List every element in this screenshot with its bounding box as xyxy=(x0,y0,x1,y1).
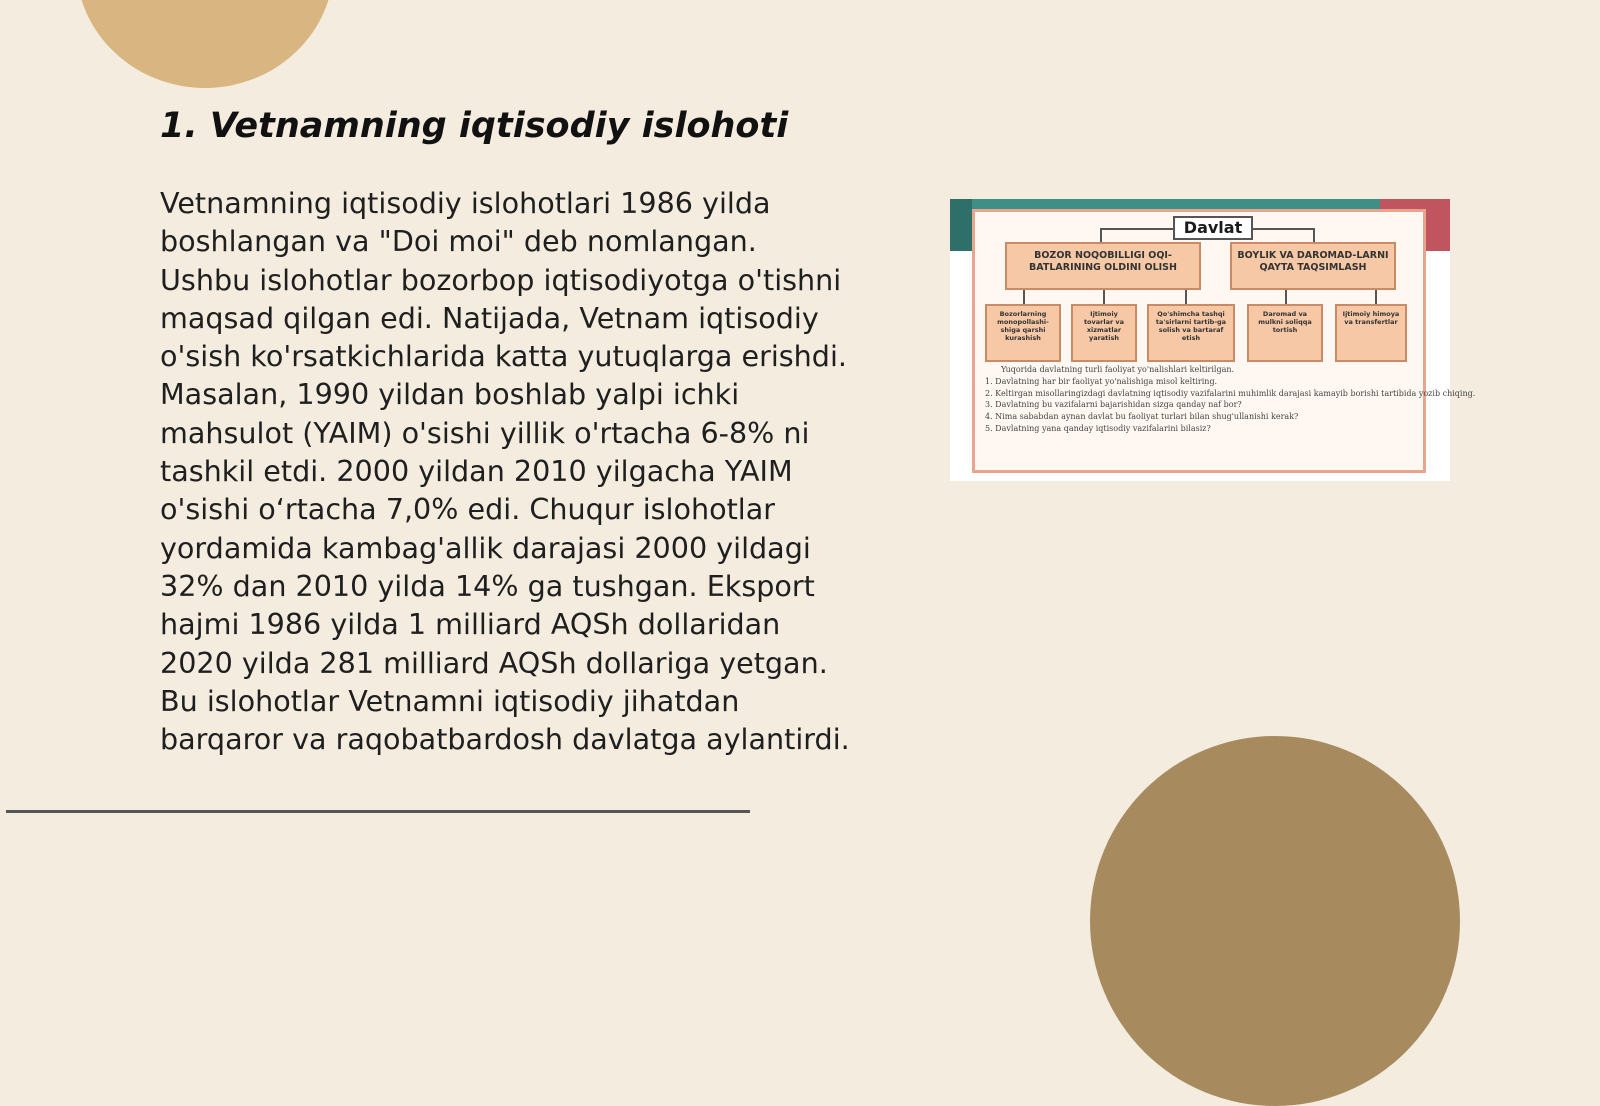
question-line: 1. Davlatning har bir faoliyat yo'nalishiga misol keltiring. xyxy=(985,376,1218,386)
diagram-box-social-protection: Ijtimoiy himoya va transfertlar xyxy=(1335,304,1407,362)
connector-line xyxy=(1375,290,1377,304)
question-line: 5. Davlatning yana qanday iqtisodiy vazifalarini bilasiz? xyxy=(985,423,1211,433)
decorative-circle-bottom xyxy=(1090,736,1460,1106)
slide-title: 1. Vetnamning iqtisodiy islohoti xyxy=(160,106,789,146)
question-line: 4. Nima sababdan aynan davlat bu faoliyat turlari bilan shug'ullanishi kerak? xyxy=(985,412,1299,422)
connector-line xyxy=(1100,228,1173,230)
question-line: 3. Davlatning bu vazifalarni bajarishidan sizga qanday naf bor? xyxy=(985,400,1242,410)
diagram-image xyxy=(950,199,1476,481)
diagram-box-public-goods: Ijtimoiy tovarlar va xizmatlar yaratish xyxy=(1071,304,1137,362)
diagram-box-redistribution: BOYLIK VA DAROMAD-LARNI QAYTA TAQSIMLASH xyxy=(1230,242,1396,290)
connector-line xyxy=(1100,228,1102,242)
connector-line xyxy=(1103,290,1105,304)
question-line: 2. Keltirgan misollaringizdagi davlatning iqtisodiy vazifalarini muhimlik darajasi kamayib borishi tartibida yozib chiqing. xyxy=(985,388,1476,398)
diagram-root-box: Davlat xyxy=(1173,216,1253,240)
connector-line xyxy=(1313,228,1315,242)
connector-line xyxy=(1285,290,1287,304)
diagram-box-taxation: Daromad va mulkni soliqqa tortish xyxy=(1247,304,1323,362)
connector-line xyxy=(1185,290,1187,304)
figure-top-band xyxy=(950,199,1390,209)
slide-body-text: Vetnamning iqtisodiy islohotlari 1986 yilda boshlangan va "Doi moi" deb nomlangan. Ushbu islohotlar bozorbop iqtisodiyotga o'tishni maqsad qilgan edi. Natijada, Vetnam iqtisodiy o'sish ko'rsatkichlarida katta yutuqlarga erishdi. Masalan, 1990 yildan boshlab yalpi ichki mahsulot (YAIM) o'sishi yillik o'rtacha 6-8% ni tashkil etdi. 2000 yildan 2010 yilgacha YAIM o'sishi o‘rtacha 7,0% edi. Chuqur islohotlar yordamida kambag'allik darajasi 2000 yildagi 32% dan 2010 yilda 14% ga tushgan. Eksport hajmi 1986 yilda 1 milliard AQSh dollaridan 2020 yilda 281 milliard AQSh dollariga yetgan. Bu islohotlar Vetnamni iqtisodiy jihatdan barqaror va raqobatbardosh davlatga aylantirdi. xyxy=(160,186,850,757)
connector-line xyxy=(1023,290,1025,304)
question-line: Yuqorida davlatning turli faoliyat yo'nalishlari keltirilgan. xyxy=(1001,365,1235,374)
diagram-questions xyxy=(985,364,1476,435)
decorative-circle-top xyxy=(76,0,334,88)
connector-line xyxy=(1253,228,1313,230)
figure-left-band xyxy=(950,199,972,251)
diagram-box-antimonopoly: Bozorlarning monopollashi-shiga qarshi kurashish xyxy=(985,304,1061,362)
diagram-box-externalities: Qo'shimcha tashqi ta'sirlarni tartib-ga solish va bartaraf etish xyxy=(1147,304,1235,362)
figure-panel xyxy=(972,209,1476,473)
diagram-box-market-failure: BOZOR NOQOBILLIGI OQI-BATLARINING OLDINI OLISH xyxy=(1005,242,1201,290)
divider-line xyxy=(6,810,750,813)
